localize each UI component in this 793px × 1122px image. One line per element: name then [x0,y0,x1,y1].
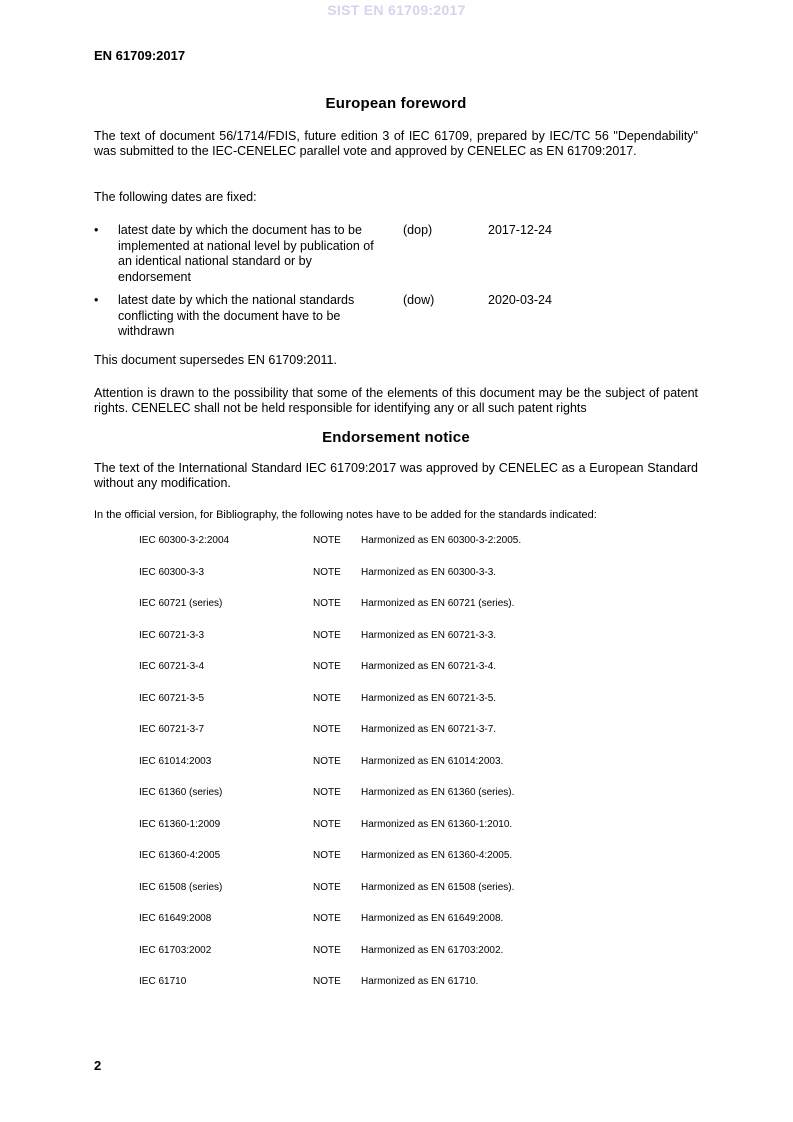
note-standard: IEC 61360-1:2009 [139,818,221,830]
note-label: NOTE [313,850,341,861]
note-standard: IEC 60721-3-4 [139,661,205,672]
note-row [139,630,679,662]
note-standard: IEC 61014:2003 [139,755,212,767]
note-standard: IEC 60300-3-2:2004 [139,535,230,546]
note-standard: IEC 60721 (series) [139,598,223,609]
document-id: EN 61709:2017 [94,48,186,63]
note-standard: IEC 61508 (series) [139,881,223,893]
note-standard: IEC 61649:2008 [139,913,212,924]
bullet-icon: • [94,223,99,237]
note-row [139,693,679,725]
note-text: Harmonized as EN 60300-3-2:2005. [361,535,522,546]
note-standard: IEC 61360-4:2005 [139,850,221,861]
note-row [139,661,679,693]
note-row [139,756,679,788]
bibliography-intro: In the official version, for Bibliography, the following notes have to be added for the standards indicated: [94,509,597,521]
date-item-code: (dow) [403,293,435,307]
note-text: Harmonized as EN 61508 (series). [361,881,515,893]
note-row [139,535,679,567]
note-text: Harmonized as EN 61360-4:2005. [361,850,513,861]
note-text: Harmonized as EN 60721 (series). [361,598,515,609]
page-number: 2 [94,1058,102,1073]
note-text: Harmonized as EN 60721-3-5. [361,692,497,704]
bullet-icon: • [94,293,99,307]
note-text: Harmonized as EN 60721-3-7. [361,724,497,735]
note-text: Harmonized as EN 60721-3-3. [361,629,497,641]
note-label: NOTE [313,818,341,830]
note-label: NOTE [313,629,341,641]
date-item-date: 2020-03-24 [488,293,552,307]
note-text: Harmonized as EN 61649:2008. [361,913,504,924]
note-row [139,882,679,914]
foreword-intro: The text of document 56/1714/FDIS, future edition 3 of IEC 61709, prepared by IEC/TC 56 "Dependability" was submitted to the IEC-CENELEC parallel vote and approved by CENELEC as EN 61709:2017. [94,129,698,158]
note-row [139,819,679,851]
note-row [139,598,679,630]
note-label: NOTE [313,913,341,924]
note-text: Harmonized as EN 61360 (series). [361,787,515,798]
note-text: Harmonized as EN 61014:2003. [361,755,504,767]
note-text: Harmonized as EN 61710. [361,976,479,987]
date-item-text: latest date by which the document has to be implemented at national level by publication of an identical national standard or by endorsement [118,223,374,284]
note-label: NOTE [313,724,341,735]
date-item-text: latest date by which the national standards conflicting with the document have to be withdrawn [118,293,355,338]
note-standard: IEC 60721-3-7 [139,724,205,735]
note-text: Harmonized as EN 61360-1:2010. [361,818,513,830]
endorsement-text: The text of the International Standard IEC 61709:2017 was approved by CENELEC as a European Standard without any modification. [94,461,698,490]
note-standard: IEC 60300-3-3 [139,566,205,578]
note-text: Harmonized as EN 60300-3-3. [361,566,497,578]
note-row [139,976,679,1008]
note-label: NOTE [313,692,341,704]
note-standard: IEC 60721-3-5 [139,692,205,704]
note-label: NOTE [313,976,341,987]
note-row [139,945,679,977]
note-row [139,787,679,819]
note-label: NOTE [313,661,341,672]
note-label: NOTE [313,755,341,767]
endorsement-title: Endorsement notice [322,429,470,446]
note-standard: IEC 61710 [139,976,187,987]
date-item-date: 2017-12-24 [488,223,552,237]
watermark: SIST EN 61709:2017 [327,2,466,18]
patent-notice: Attention is drawn to the possibility that some of the elements of this document may be the subject of patent rights. CENELEC shall not be held responsible for identifying any or all such patent rights [94,386,698,415]
note-label: NOTE [313,881,341,893]
supersedes-text: This document supersedes EN 61709:2011. [94,353,337,367]
note-text: Harmonized as EN 60721-3-4. [361,661,497,672]
foreword-title: European foreword [325,95,467,112]
note-standard: IEC 60721-3-3 [139,629,205,641]
note-text: Harmonized as EN 61703:2002. [361,944,504,956]
dates-intro: The following dates are fixed: [94,190,257,204]
note-label: NOTE [313,598,341,609]
note-label: NOTE [313,944,341,956]
note-row [139,913,679,945]
note-label: NOTE [313,566,341,578]
date-item-code: (dop) [403,223,433,237]
note-row [139,850,679,882]
note-row [139,567,679,599]
note-label: NOTE [313,787,341,798]
note-standard: IEC 61360 (series) [139,787,223,798]
note-label: NOTE [313,535,341,546]
note-row [139,724,679,756]
bibliography-notes-table [139,535,679,1008]
note-standard: IEC 61703:2002 [139,944,212,956]
